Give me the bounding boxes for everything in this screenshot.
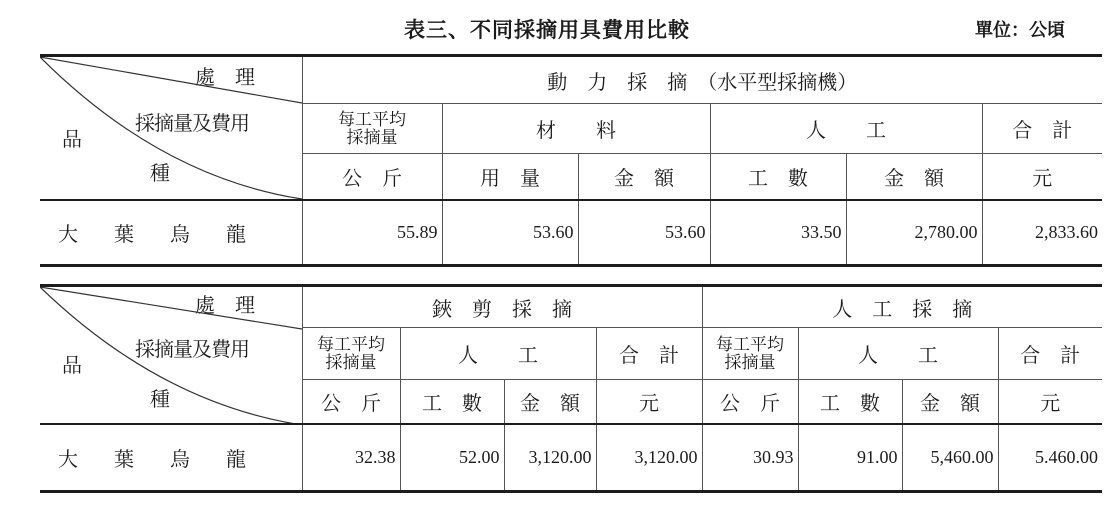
unit-amount: 金 額 xyxy=(846,154,982,200)
group-scissor-picking: 鋏 剪 採 摘 xyxy=(302,286,702,328)
group-manual-picking: 人 工 採 摘 xyxy=(702,286,1102,328)
row-label: 大葉烏龍 xyxy=(40,424,302,492)
table-row xyxy=(40,424,1102,492)
total-header: 合 計 xyxy=(998,328,1102,380)
table-row xyxy=(40,200,1102,266)
corner-header xyxy=(40,286,302,424)
unit-yuan: 元 xyxy=(596,380,702,424)
cell-value: 3,120.00 xyxy=(596,424,702,492)
row-label: 大葉烏龍 xyxy=(40,200,302,266)
unit-kg: 公 斤 xyxy=(702,380,798,424)
table-title: 表三、不同採摘用具費用比較 xyxy=(404,17,690,42)
labor-header: 人 工 xyxy=(710,104,982,154)
corner-variety-label-1: 品 xyxy=(62,353,82,377)
corner-process-label: 處 理 xyxy=(195,65,255,89)
labor-header: 人 工 xyxy=(798,328,998,380)
unit-workdays: 工 數 xyxy=(798,380,902,424)
avg-amount-header: 每工平均 採摘量 xyxy=(702,328,798,380)
cell-value: 3,120.00 xyxy=(504,424,596,492)
unit-yuan: 元 xyxy=(998,380,1102,424)
total-header: 合 計 xyxy=(982,104,1102,154)
corner-header xyxy=(40,56,302,200)
corner-process-label: 處 理 xyxy=(195,293,255,317)
corner-amount-cost-label: 採摘量及費用 xyxy=(135,337,249,361)
total-header: 合 計 xyxy=(596,328,702,380)
cell-value: 2,780.00 xyxy=(846,200,982,266)
cell-value: 53.60 xyxy=(578,200,710,266)
cell-value: 2,833.60 xyxy=(982,200,1102,266)
labor-header: 人 工 xyxy=(400,328,596,380)
group-power-picking: 動 力 採 摘 （水平型採摘機） xyxy=(302,56,1102,104)
table-power-picking xyxy=(40,54,1102,267)
avg-amount-header: 每工平均 採摘量 xyxy=(302,104,442,154)
unit-usage: 用 量 xyxy=(442,154,578,200)
cell-value: 5,460.00 xyxy=(902,424,998,492)
unit-amount: 金 額 xyxy=(504,380,596,424)
corner-variety-label-2: 種 xyxy=(150,161,170,185)
cell-value: 55.89 xyxy=(302,200,442,266)
corner-amount-cost-label: 採摘量及費用 xyxy=(135,111,249,135)
avg-amount-header: 每工平均 採摘量 xyxy=(302,328,400,380)
cell-value: 32.38 xyxy=(302,424,400,492)
unit-amount: 金 額 xyxy=(578,154,710,200)
unit-label: 單位：公頃 xyxy=(975,20,1065,41)
cell-value: 5.460.00 xyxy=(998,424,1102,492)
unit-workdays: 工 數 xyxy=(710,154,846,200)
corner-variety-label-2: 種 xyxy=(150,387,170,411)
table-scissor-manual-picking xyxy=(40,284,1102,493)
cell-value: 30.93 xyxy=(702,424,798,492)
unit-kg: 公 斤 xyxy=(302,380,400,424)
cell-value: 91.00 xyxy=(798,424,902,492)
unit-amount: 金 額 xyxy=(902,380,998,424)
cell-value: 52.00 xyxy=(400,424,504,492)
unit-workdays: 工 數 xyxy=(400,380,504,424)
unit-kg: 公 斤 xyxy=(302,154,442,200)
cell-value: 33.50 xyxy=(710,200,846,266)
material-header: 材 料 xyxy=(442,104,710,154)
corner-variety-label-1: 品 xyxy=(62,127,82,151)
cell-value: 53.60 xyxy=(442,200,578,266)
unit-yuan: 元 xyxy=(982,154,1102,200)
